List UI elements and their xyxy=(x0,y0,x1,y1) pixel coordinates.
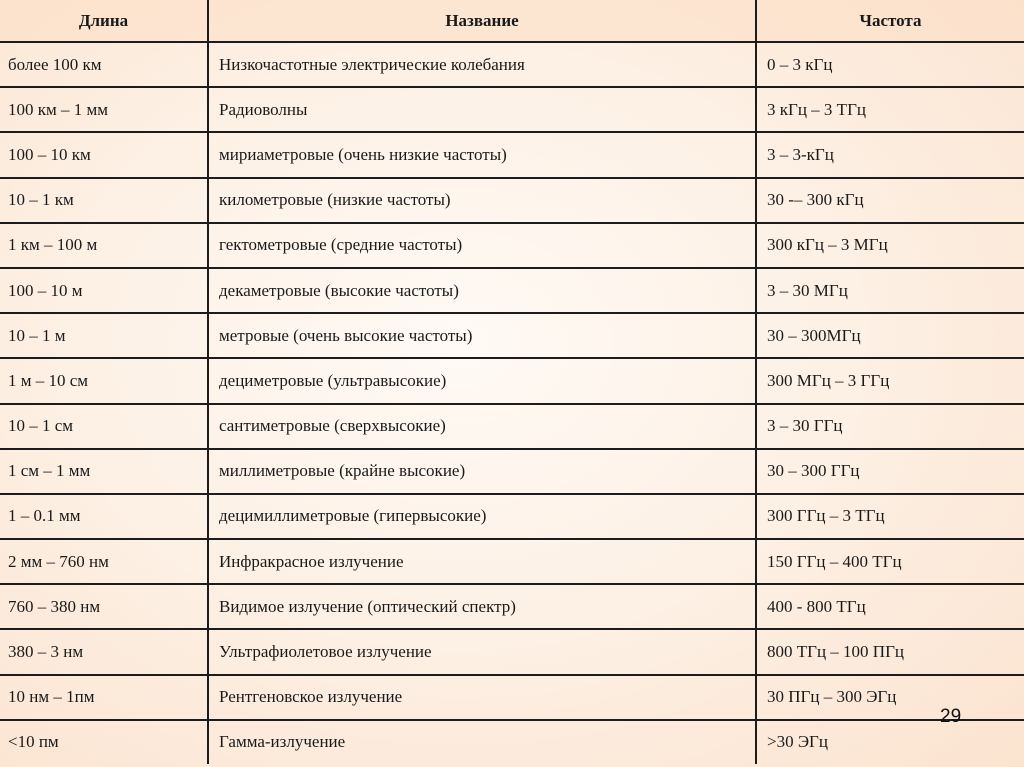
header-frequency: Частота xyxy=(756,0,1024,42)
cell-frequency: 800 ТГц – 100 ПГц xyxy=(756,629,1024,674)
cell-name: Видимое излучение (оптический спектр) xyxy=(208,584,756,629)
cell-length: 10 – 1 см xyxy=(0,404,208,449)
cell-frequency: 3 – 3-кГц xyxy=(756,132,1024,177)
cell-frequency: 3 – 30 МГц xyxy=(756,268,1024,313)
cell-length: 10 нм – 1пм xyxy=(0,675,208,720)
cell-frequency: 300 ГГц – 3 ТГц xyxy=(756,494,1024,539)
header-length: Длина xyxy=(0,0,208,42)
cell-length: <10 пм xyxy=(0,720,208,764)
cell-name: Инфракрасное излучение xyxy=(208,539,756,584)
cell-name: гектометровые (средние частоты) xyxy=(208,223,756,268)
cell-name: метровые (очень высокие частоты) xyxy=(208,313,756,358)
cell-length: 760 – 380 нм xyxy=(0,584,208,629)
cell-name: миллиметровые (крайне высокие) xyxy=(208,449,756,494)
cell-length: 1 км – 100 м xyxy=(0,223,208,268)
table-row xyxy=(0,494,1024,539)
cell-name: декаметровые (высокие частоты) xyxy=(208,268,756,313)
cell-length: 1 – 0.1 мм xyxy=(0,494,208,539)
cell-frequency: 30 – 300 ГГц xyxy=(756,449,1024,494)
cell-name: Гамма-излучение xyxy=(208,720,756,764)
table-row xyxy=(0,268,1024,313)
table-row xyxy=(0,629,1024,674)
cell-frequency: 300 МГц – 3 ГГц xyxy=(756,358,1024,403)
table-row xyxy=(0,358,1024,403)
cell-frequency: 150 ГГц – 400 ТГц xyxy=(756,539,1024,584)
cell-name: Ультрафиолетовое излучение xyxy=(208,629,756,674)
cell-name: Низкочастотные электрические колебания xyxy=(208,42,756,87)
cell-name: Радиоволны xyxy=(208,87,756,132)
cell-length: 380 – 3 нм xyxy=(0,629,208,674)
cell-length: 100 км – 1 мм xyxy=(0,87,208,132)
cell-frequency: 30 -– 300 кГц xyxy=(756,178,1024,223)
cell-frequency: 0 – 3 кГц xyxy=(756,42,1024,87)
cell-frequency: 400 - 800 ТГц xyxy=(756,584,1024,629)
cell-name: мириаметровые (очень низкие частоты) xyxy=(208,132,756,177)
table-row xyxy=(0,584,1024,629)
cell-frequency: 3 – 30 ГГц xyxy=(756,404,1024,449)
cell-length: 10 – 1 км xyxy=(0,178,208,223)
table-row xyxy=(0,449,1024,494)
cell-length: 10 – 1 м xyxy=(0,313,208,358)
cell-frequency: 300 кГц – 3 МГц xyxy=(756,223,1024,268)
table-row xyxy=(0,87,1024,132)
table-row xyxy=(0,404,1024,449)
cell-length: 2 мм – 760 нм xyxy=(0,539,208,584)
table-row xyxy=(0,223,1024,268)
cell-length: более 100 км xyxy=(0,42,208,87)
table-row xyxy=(0,675,1024,720)
cell-length: 1 см – 1 мм xyxy=(0,449,208,494)
cell-frequency: 30 – 300МГц xyxy=(756,313,1024,358)
table-row xyxy=(0,178,1024,223)
cell-name: километровые (низкие частоты) xyxy=(208,178,756,223)
table-header-row xyxy=(0,0,1024,42)
cell-name: сантиметровые (сверхвысокие) xyxy=(208,404,756,449)
header-name: Название xyxy=(208,0,756,42)
cell-frequency: 30 ПГц – 300 ЭГц xyxy=(756,675,1024,720)
table-row xyxy=(0,132,1024,177)
page-number: 29 xyxy=(940,706,962,727)
table-row xyxy=(0,313,1024,358)
cell-name: Рентгеновское излучение xyxy=(208,675,756,720)
table-row xyxy=(0,539,1024,584)
table-row xyxy=(0,720,1024,764)
cell-length: 100 – 10 м xyxy=(0,268,208,313)
cell-name: децимиллиметровые (гипервысокие) xyxy=(208,494,756,539)
cell-length: 100 – 10 км xyxy=(0,132,208,177)
cell-length: 1 м – 10 см xyxy=(0,358,208,403)
cell-frequency: >30 ЭГц xyxy=(767,732,828,752)
cell-frequency: 3 кГц – 3 ТГц xyxy=(756,87,1024,132)
table-row xyxy=(0,42,1024,87)
cell-name: дециметровые (ультравысокие) xyxy=(208,358,756,403)
